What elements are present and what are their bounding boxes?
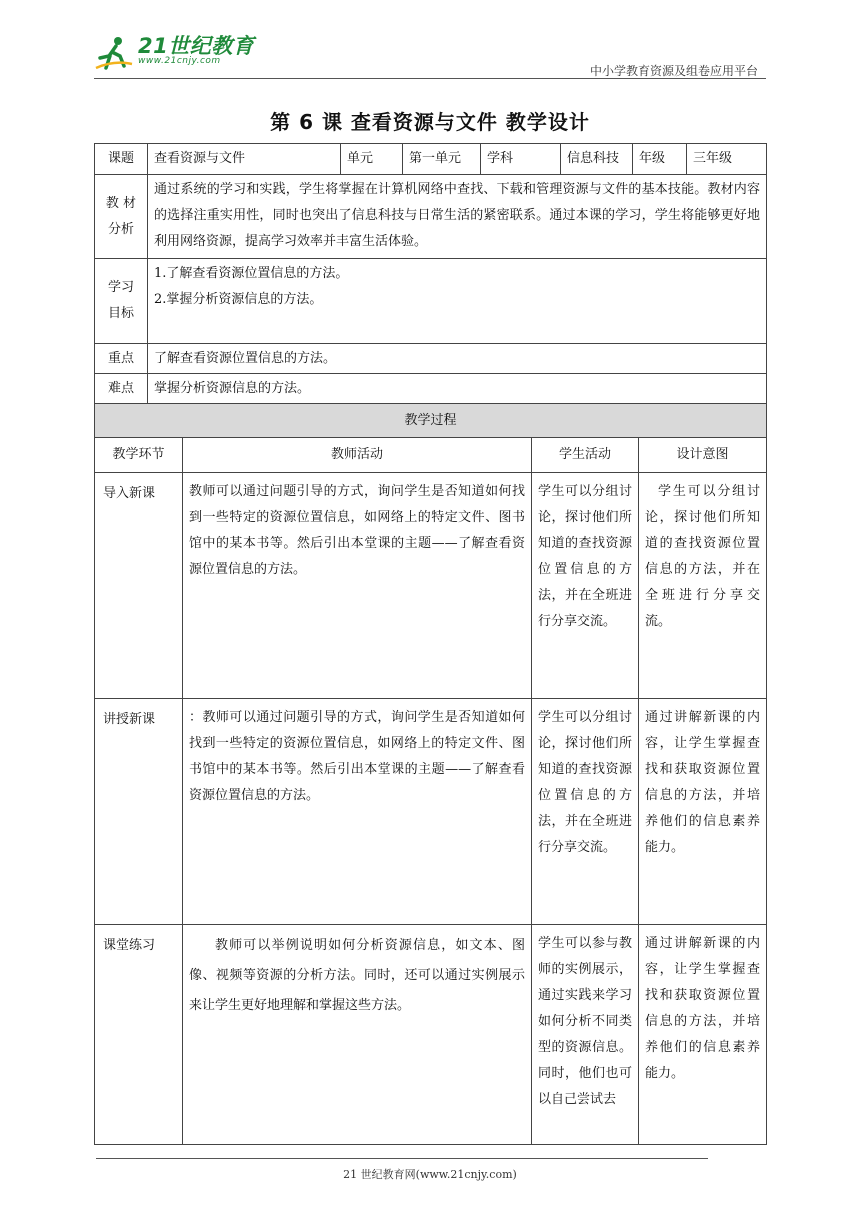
design-intent-cell: 学生可以分组讨论，探讨他们所知道的查找资源位置信息的方法，并在全班进行分享交流。: [639, 473, 767, 699]
stage-cell: 讲授新课: [95, 699, 183, 925]
student-activity-cell: 学生可以参与教师的实例展示，通过实践来学习如何分析不同类型的资源信息。同时，他们也可以自己尝试去: [532, 925, 639, 1145]
difficulty-text: 掌握分析资源信息的方法。: [148, 374, 767, 404]
analysis-label-line2: 分析: [107, 221, 134, 237]
column-header-intent: 设计意图: [639, 438, 767, 473]
page-header: [94, 30, 766, 80]
goals-label-line2: 目标: [107, 306, 134, 321]
process-heading: 教学过程: [95, 404, 767, 438]
stage-cell: 导入新课: [95, 473, 183, 699]
student-activity-cell: 学生可以分组讨论，探讨他们所知道的查找资源位置信息的方法，并在全班进行分享交流。: [532, 473, 639, 699]
column-header-student: 学生活动: [532, 438, 639, 473]
subject-value: 信息科技: [561, 144, 633, 175]
table-row: [95, 925, 767, 1145]
logo-url: www.21cnjy.com: [138, 56, 221, 66]
running-figure-icon: [94, 34, 134, 74]
goal-item: 2.掌握分析资源信息的方法。: [154, 292, 323, 307]
logo-wordmark: 21世纪教育: [138, 34, 255, 58]
subject-label: 学科: [481, 144, 561, 175]
footer-divider: [96, 1158, 708, 1159]
goals-label-line1: 学习: [107, 280, 134, 295]
goals-list: [148, 259, 767, 344]
grade-label: 年级: [633, 144, 687, 175]
teaching-process-table: [94, 403, 767, 1145]
column-header-teacher: 教师活动: [183, 438, 532, 473]
analysis-text: 通过系统的学习和实践，学生将掌握在计算机网络中查找、下载和管理资源与文件的基本技能。教材内容的选择注重实用性，同时也突出了信息科技与日常生活的紧密联系。通过本课的学习，学生将能够更好地利用网络资源，提高学习效率并丰富生活体验。: [148, 175, 767, 259]
grade-value: 三年级: [687, 144, 767, 175]
platform-tagline: 中小学教育资源及组卷应用平台: [589, 64, 758, 78]
table-row: [95, 699, 767, 925]
site-logo[interactable]: [94, 34, 254, 78]
table-row: [95, 473, 767, 699]
header-divider: [94, 78, 766, 79]
difficulty-label: 难点: [95, 374, 148, 404]
design-intent-cell: 通过讲解新课的内容，让学生掌握查找和获取资源位置信息的方法，并培养他们的信息素养能力。: [639, 925, 767, 1145]
design-intent-cell: 通过讲解新课的内容，让学生掌握查找和获取资源位置信息的方法，并培养他们的信息素养能力。: [639, 699, 767, 925]
key-point-text: 了解查看资源位置信息的方法。: [148, 344, 767, 374]
page-title: 第 6 课 查看资源与文件 教学设计: [270, 110, 590, 134]
analysis-label-line1: 教 材: [105, 195, 137, 211]
goal-item: 1.了解查看资源位置信息的方法。: [154, 266, 349, 281]
unit-label: 单元: [341, 144, 403, 175]
unit-value: 第一单元: [403, 144, 481, 175]
student-activity-cell: 学生可以分组讨论，探讨他们所知道的查找资源位置信息的方法，并在全班进行分享交流。: [532, 699, 639, 925]
teacher-activity-cell: 教师可以举例说明如何分析资源信息，如文本、图像、视频等资源的分析方法。同时，还可以通过实例展示来让学生更好地理解和掌握这些方法。: [183, 925, 532, 1145]
goals-label: [95, 259, 148, 344]
teacher-activity-cell: ：教师可以通过问题引导的方式，询问学生是否知道如何找到一些特定的资源位置信息，如网络上的特定文件、图书馆中的某本书等。然后引出本堂课的主题——了解查看资源位置信息的方法。: [183, 699, 532, 925]
key-point-label: 重点: [95, 344, 148, 374]
column-header-stage: 教学环节: [95, 438, 183, 473]
teacher-activity-cell: 教师可以通过问题引导的方式，询问学生是否知道如何找到一些特定的资源位置信息，如网络上的特定文件、图书馆中的某本书等。然后引出本堂课的主题——了解查看资源位置信息的方法。: [183, 473, 532, 699]
topic-value: 查看资源与文件: [148, 144, 341, 175]
lesson-info-table: [94, 143, 767, 404]
topic-label: 课题: [95, 144, 148, 175]
page-footer: 21 世纪教育网(www.21cnjy.com): [343, 1168, 517, 1181]
stage-cell: 课堂练习: [95, 925, 183, 1145]
analysis-label: [95, 175, 148, 259]
